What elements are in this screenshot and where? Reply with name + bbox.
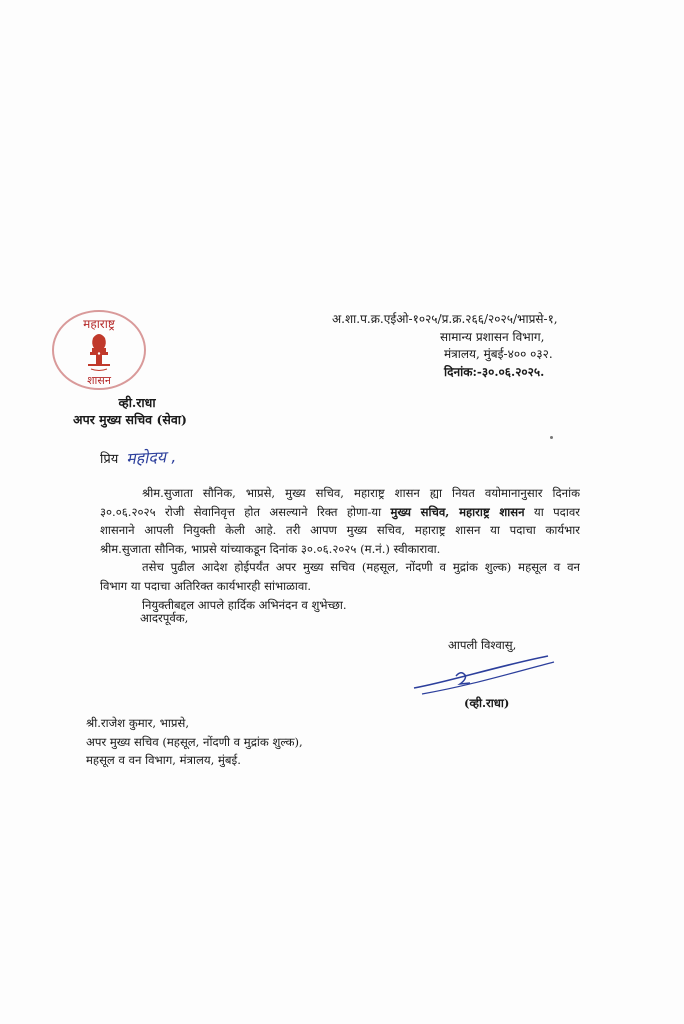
seal-top-text: महाराष्ट्र <box>83 317 115 331</box>
salutation-handwritten: महोदय , <box>125 446 177 469</box>
recipient-block <box>86 714 303 770</box>
lion-capital-icon <box>88 334 110 371</box>
body-text-run: या पदावर <box>533 504 580 519</box>
body-text-run: ३०.०६.२०२५ रोजी सेवानिवृत्त होत असल्याने रिक्त होणा-या <box>100 504 382 519</box>
sender-block <box>40 394 220 428</box>
salutation-printed: प्रिय <box>100 452 119 467</box>
address-line: मंत्रालय, मुंबई-४०० ०३२. <box>444 347 553 361</box>
department-line: सामान्य प्रशासन विभाग, <box>440 329 545 344</box>
recipient-designation: अपर मुख्य सचिव (महसूल, नोंदणी व मुद्रांक शुल्क), <box>86 734 303 749</box>
sender-name: व्ही.राधा <box>118 395 156 410</box>
seal-emblem-icon <box>50 308 148 392</box>
reference-number: अ.शा.प.क्र.एईओ-१०२५/प्र.क्र.२६६/२०२५/भाप्रसे-१, <box>332 312 558 326</box>
body-bold-run: मुख्य सचिव, महाराष्ट्र शासन <box>390 504 525 519</box>
body-line: विभाग या पदाचा अतिरिक्त कार्यभारही सांभाळावा. <box>100 578 312 593</box>
yours-faithfully: आपली विश्वासु, <box>448 638 517 652</box>
body-line: श्रीम.सुजाता सौनिक, भाप्रसे यांच्याकडून दिनांक ३०.०६.२०२५ (म.नं.) स्वीकारावा. <box>100 541 441 556</box>
letter-body <box>100 484 580 614</box>
stray-dot <box>550 436 553 439</box>
closing: आदरपूर्वक, <box>140 611 189 625</box>
letter-date: दिनांक:-३०.०६.२०२५. <box>444 364 545 379</box>
body-line: तसेच पुढील आदेश होईपर्यंत अपर मुख्य सचिव (महसूल, नोंदणी व मुद्रांक शुल्क) महसूल व वन <box>142 560 580 575</box>
salutation <box>100 446 176 468</box>
seal-bottom-text: शासन <box>87 374 111 387</box>
recipient-department: महसूल व वन विभाग, मंत्रालय, मुंबई. <box>86 753 241 767</box>
body-line <box>100 503 580 522</box>
signatory-name: (व्ही.राधा) <box>464 696 510 710</box>
body-line: श्रीम.सुजाता सौनिक, भाप्रसे, मुख्य सचिव, महाराष्ट्र शासन ह्या नियत वयोमानानुसार दिनांक <box>142 486 580 500</box>
body-line: शासनाने आपली नियुक्ती केली आहे. तरी आपण मुख्य सचिव, महाराष्ट्र शासन या पदाचा कार्यभार <box>100 523 580 538</box>
maharashtra-seal <box>50 308 148 392</box>
body-line: नियुक्तीबद्दल आपले हार्दिक अभिनंदन व शुभेच्छा. <box>142 597 347 612</box>
sender-designation: अपर मुख्य सचिव (सेवा) <box>73 412 187 427</box>
signature-mark: 2 <box>456 686 457 687</box>
recipient-name: श्री.राजेश कुमार, भाप्रसे, <box>86 716 190 730</box>
reference-block <box>332 311 662 381</box>
